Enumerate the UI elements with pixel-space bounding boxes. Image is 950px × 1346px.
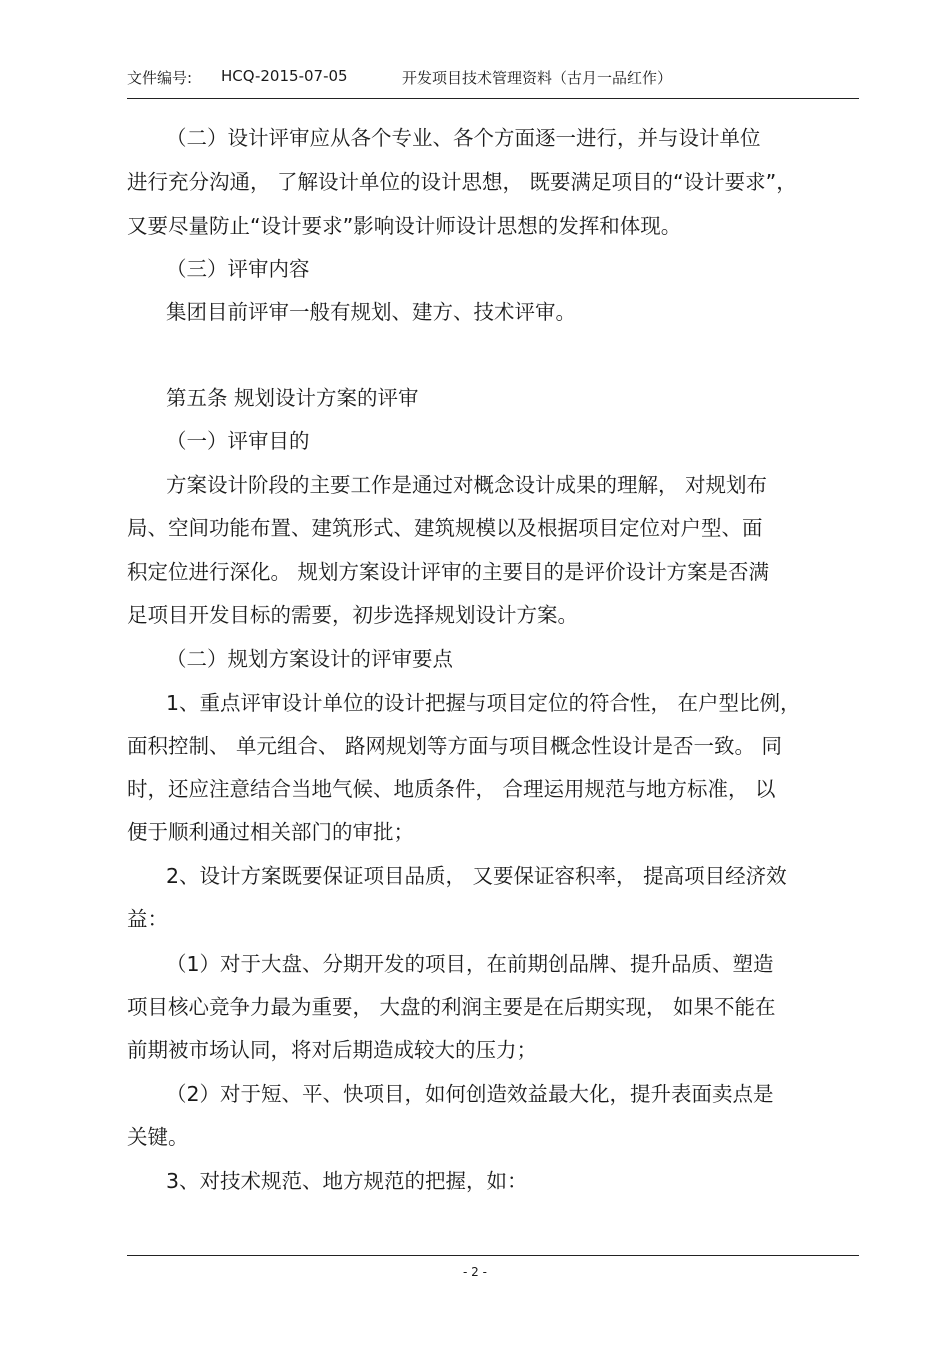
text-line: 足项目开发目标的需要，初步选择规划设计方案。: [127, 603, 578, 627]
text-line: 3、对技术规范、地方规范的把握，如：: [166, 1169, 528, 1193]
footer-divider: [127, 1255, 859, 1256]
text-line: 方案设计阶段的主要工作是通过对概念设计成果的理解， 对规划布: [166, 473, 768, 497]
text-line: 集团目前评审一般有规划、建方、技术评审。: [166, 300, 576, 324]
text-line: （三）评审内容: [166, 257, 310, 281]
header-divider: [127, 98, 859, 99]
text-line: 便于顺利通过相关部门的审批；: [127, 820, 414, 844]
text-line: 局、空间功能布置、建筑形式、建筑规模以及根据项目定位对户型、面: [127, 516, 763, 540]
text-line: （1）对于大盘、分期开发的项目，在前期创品牌、提升品质、塑造: [166, 952, 774, 976]
text-line: 时，还应注意结合当地气候、地质条件， 合理运用规范与地方标准， 以: [127, 777, 776, 801]
text-line: 1、重点评审设计单位的设计把握与项目定位的符合性， 在户型比例，: [166, 691, 801, 715]
file-number-label: 文件编号:: [127, 69, 193, 87]
text-line: 前期被市场认同，将对后期造成较大的压力；: [127, 1038, 537, 1062]
document-title: 开发项目技术管理资料（古月一品红作）: [402, 69, 673, 87]
text-line: 进行充分沟通， 了解设计单位的设计思想， 既要满足项目的“设计要求”，: [127, 170, 797, 194]
text-line: 项目核心竞争力最为重要， 大盘的利润主要是在后期实现， 如果不能在: [127, 995, 776, 1019]
text-line: 面积控制、 单元组合、 路网规划等方面与项目概念性设计是否一致。 同: [127, 734, 783, 758]
text-line: 2、设计方案既要保证项目品质， 又要保证容积率， 提高项目经济效: [166, 864, 787, 888]
text-line: （二）规划方案设计的评审要点: [166, 647, 453, 671]
text-line: （2）对于短、平、快项目，如何创造效益最大化，提升表面卖点是: [166, 1082, 774, 1106]
section-heading: 第五条 规划设计方案的评审: [166, 386, 419, 410]
page-header: [127, 67, 859, 93]
text-line: 积定位进行深化。 规划方案设计评审的主要目的是评价设计方案是否满: [127, 560, 770, 584]
text-line: 益：: [127, 907, 168, 931]
text-line: （一）评审目的: [166, 429, 310, 453]
text-line: （二）设计评审应从各个专业、各个方面逐一进行，并与设计单位: [166, 126, 761, 150]
text-line: 又要尽量防止“设计要求”影响设计师设计思想的发挥和体现。: [127, 214, 682, 238]
page-number: - 2 -: [463, 1265, 487, 1279]
file-number: HCQ-2015-07-05: [221, 67, 348, 85]
text-line: 关键。: [127, 1125, 189, 1149]
